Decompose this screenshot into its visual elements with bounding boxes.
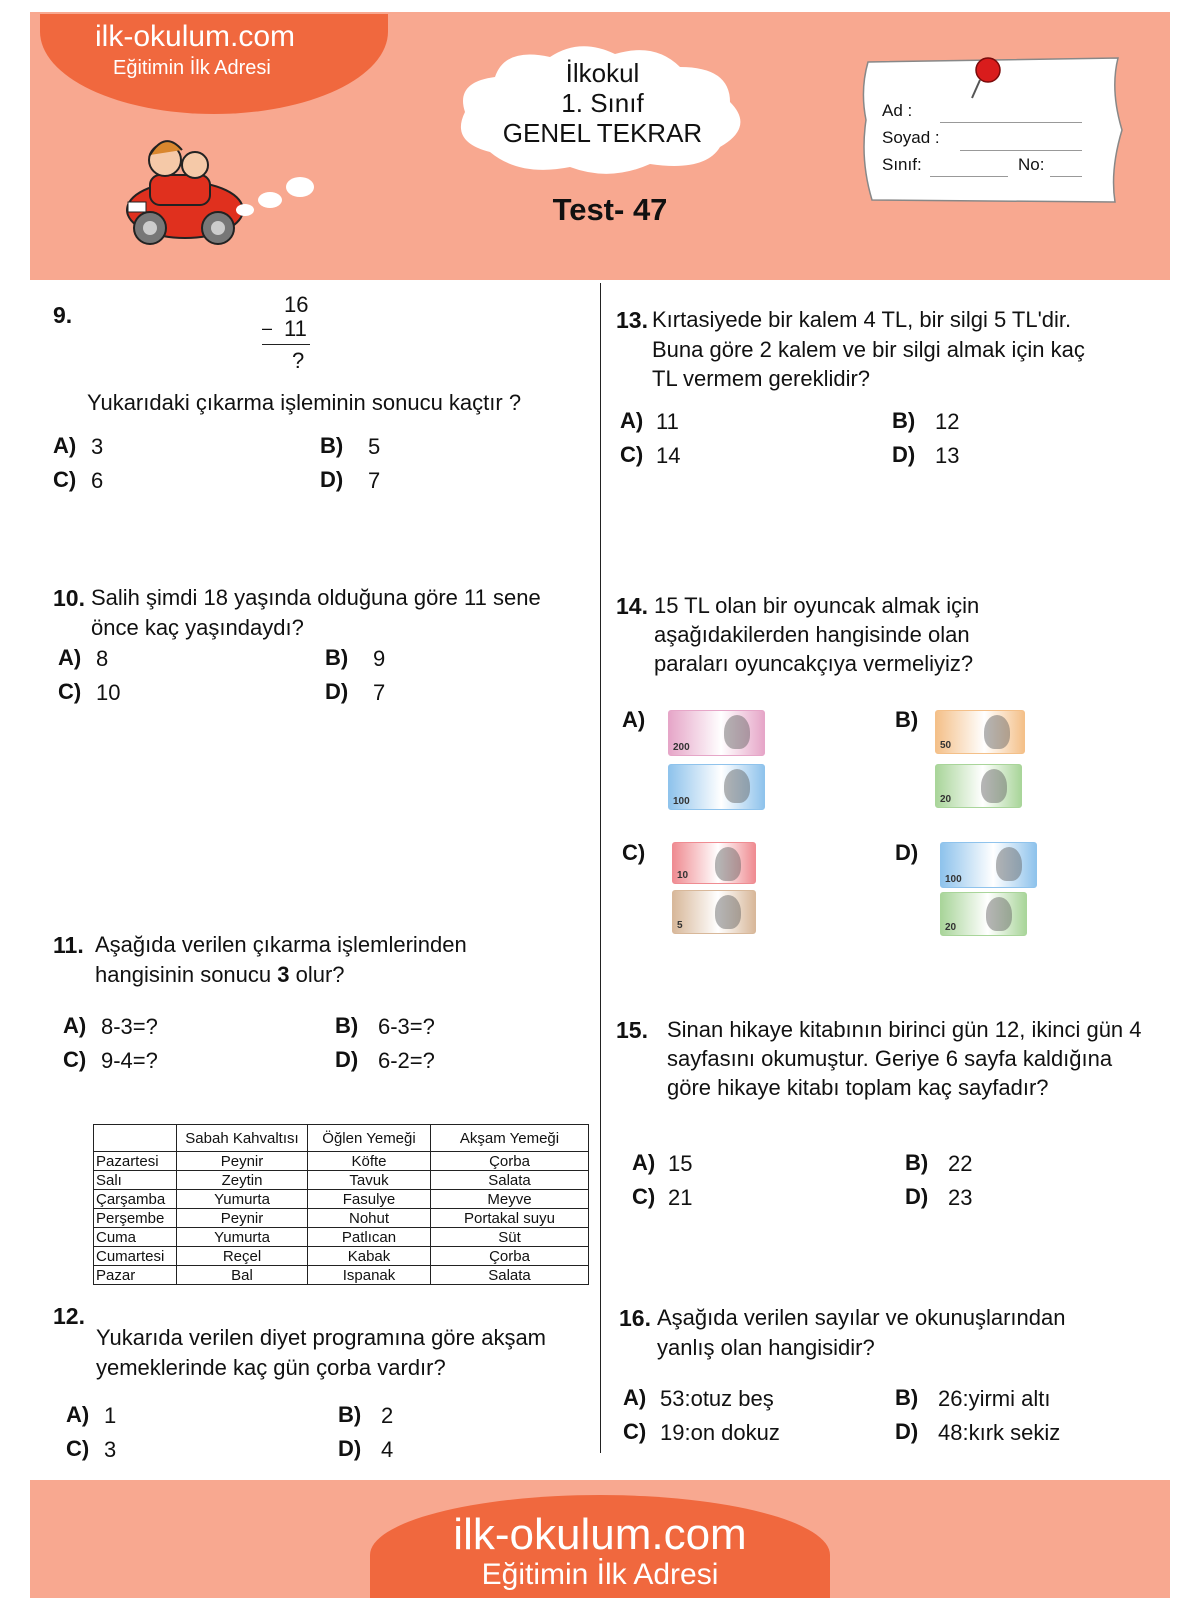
table-cell: Ispanak — [308, 1266, 431, 1285]
table-cell: Köfte — [308, 1152, 431, 1171]
banknote-value: 100 — [673, 796, 690, 807]
banknote-5-icon[interactable] — [672, 890, 756, 934]
surname-label: Soyad : — [882, 128, 940, 147]
q16-option-a-letter[interactable]: A) — [623, 1385, 647, 1410]
q16-number: 16. — [619, 1305, 651, 1331]
q10-number: 10. — [53, 585, 85, 611]
table-cell: Salata — [431, 1266, 589, 1285]
q10-text-line1: Salih şimdi 18 yaşında olduğuna göre 11 sene — [91, 585, 541, 610]
cloud-line-grade: 1. Sınıf — [561, 88, 644, 118]
q9-option-c-letter[interactable]: C) — [53, 467, 77, 492]
q14-text-line2: aşağıdakilerden hangisinde olan — [654, 622, 970, 647]
q14-option-c-letter[interactable]: C) — [622, 840, 646, 865]
q12-option-c[interactable]: 3 — [104, 1437, 117, 1462]
table-row — [94, 1152, 589, 1171]
banknote-value: 200 — [673, 742, 690, 753]
table-header-dinner: Akşam Yemeği — [431, 1125, 589, 1152]
q10-option-a-letter[interactable]: A) — [58, 645, 82, 670]
thought-bubbles-icon — [230, 155, 460, 225]
q14-option-b-letter[interactable]: B) — [895, 707, 919, 732]
table-row — [94, 1190, 589, 1209]
q14-option-d-letter[interactable]: D) — [895, 840, 919, 865]
table-cell: Yumurta — [177, 1190, 308, 1209]
q12-option-a-letter[interactable]: A) — [66, 1402, 90, 1427]
banknote-value: 100 — [945, 874, 962, 885]
banknote-20-icon[interactable] — [935, 764, 1022, 808]
banknote-value: 50 — [940, 740, 952, 751]
table-header-lunch: Öğlen Yemeği — [308, 1125, 431, 1152]
portrait-icon — [724, 715, 750, 749]
table-cell: Peynir — [177, 1152, 308, 1171]
q10-text-line2: önce kaç yaşındaydı? — [91, 615, 304, 640]
q12-number: 12. — [53, 1303, 85, 1329]
q12-option-b[interactable]: 2 — [381, 1403, 394, 1428]
q16-option-c-letter[interactable]: C) — [623, 1419, 647, 1444]
number-label: No: — [1018, 155, 1045, 174]
q14-number: 14. — [616, 593, 648, 619]
q16-text-line1: Aşağıda verilen sayılar ve okunuşlarından — [657, 1305, 1066, 1330]
table-cell: Çorba — [431, 1152, 589, 1171]
q9-option-a-letter[interactable]: A) — [53, 433, 77, 458]
q9-option-a[interactable]: 3 — [91, 434, 104, 459]
q9-subtrahend: 11 — [284, 316, 307, 341]
q16-text-line2: yanlış olan hangisidir? — [657, 1335, 875, 1360]
table-cell: Nohut — [308, 1209, 431, 1228]
banknote-value: 20 — [945, 922, 957, 933]
banknote-50-icon[interactable] — [935, 710, 1025, 754]
q9-option-d[interactable]: 7 — [368, 468, 381, 493]
q11-option-b[interactable]: 6-3=? — [378, 1014, 435, 1039]
table-cell: Cumartesi — [94, 1247, 177, 1266]
footer-site-name[interactable]: ilk-okulum.com — [453, 1510, 747, 1559]
table-row — [94, 1266, 589, 1285]
q10-option-b-letter[interactable]: B) — [325, 645, 349, 670]
banknote-20-icon[interactable] — [940, 892, 1027, 936]
table-cell: Pazar — [94, 1266, 177, 1285]
q11-option-d-letter[interactable]: D) — [335, 1047, 359, 1072]
q15-option-b-letter[interactable]: B) — [905, 1150, 929, 1175]
q13-option-c-letter[interactable]: C) — [620, 442, 644, 467]
portrait-icon — [996, 847, 1022, 881]
banknote-10-icon[interactable] — [672, 842, 756, 884]
table-row — [94, 1247, 589, 1266]
table-cell: Çarşamba — [94, 1190, 177, 1209]
table-row — [94, 1228, 589, 1247]
table-cell: Meyve — [431, 1190, 589, 1209]
table-cell: Zeytin — [177, 1171, 308, 1190]
q9-option-b[interactable]: 5 — [368, 434, 381, 459]
q13-option-d[interactable]: 13 — [935, 443, 960, 468]
class-field[interactable] — [930, 176, 1008, 177]
test-title: Test- 47 — [552, 192, 668, 227]
table-cell: Yumurta — [177, 1228, 308, 1247]
q14-option-a-letter[interactable]: A) — [622, 707, 646, 732]
banknote-value: 10 — [677, 870, 689, 881]
table-row — [94, 1209, 589, 1228]
q14-text-line3: paraları oyuncakçıya vermeliyiz? — [654, 651, 974, 676]
q13-option-b-letter[interactable]: B) — [892, 408, 916, 433]
q16-option-d[interactable]: 48:kırk sekiz — [938, 1420, 1061, 1445]
q12-option-a[interactable]: 1 — [104, 1403, 117, 1428]
q11-option-c[interactable]: 9-4=? — [101, 1048, 158, 1073]
q15-option-c[interactable]: 21 — [668, 1185, 693, 1210]
q15-option-c-letter[interactable]: C) — [632, 1184, 656, 1209]
q15-option-b[interactable]: 22 — [948, 1151, 973, 1176]
q12-option-b-letter[interactable]: B) — [338, 1402, 362, 1427]
name-field[interactable] — [940, 122, 1082, 123]
surname-field[interactable] — [960, 150, 1082, 151]
table-cell: Salata — [431, 1171, 589, 1190]
portrait-icon — [986, 897, 1012, 931]
footer-site-tagline: Eğitimin İlk Adresi — [481, 1558, 719, 1591]
q13-option-b[interactable]: 12 — [935, 409, 960, 434]
q13-text-line1: Kırtasiyede bir kalem 4 TL, bir silgi 5 TL'dir. — [652, 307, 1072, 332]
q15-text-line2: sayfasını okumuştur. Geriye 6 sayfa kaldığına — [667, 1046, 1113, 1071]
q13-option-c[interactable]: 14 — [656, 443, 681, 468]
q9-rule — [262, 344, 310, 345]
table-cell: Patlıcan — [308, 1228, 431, 1247]
q9-minus-sign: – — [262, 318, 273, 338]
q12-option-d[interactable]: 4 — [381, 1437, 394, 1462]
portrait-icon — [715, 895, 741, 929]
table-header-row — [94, 1125, 589, 1152]
q16-option-b[interactable]: 26:yirmi altı — [938, 1386, 1051, 1411]
class-label: Sınıf: — [882, 155, 922, 174]
table-cell: Reçel — [177, 1247, 308, 1266]
q12-text-line2: yemeklerinde kaç gün çorba vardır? — [96, 1355, 446, 1380]
q13-option-a-letter[interactable]: A) — [620, 408, 644, 433]
q10-option-a[interactable]: 8 — [96, 646, 109, 671]
cloud-line-topic: GENEL TEKRAR — [502, 118, 703, 148]
table-cell: Perşembe — [94, 1209, 177, 1228]
table-cell: Portakal suyu — [431, 1209, 589, 1228]
q13-text-line2: Buna göre 2 kalem ve bir silgi almak için kaç — [652, 337, 1085, 362]
q11-text-line2: hangisinin sonucu 3 olur? — [95, 962, 345, 987]
table-cell: Kabak — [308, 1247, 431, 1266]
site-name: ilk-okulum.com — [95, 20, 296, 53]
q12-option-c-letter[interactable]: C) — [66, 1436, 90, 1461]
q12-text-line1: Yukarıda verilen diyet programına göre akşam — [96, 1325, 547, 1350]
q11-option-a-letter[interactable]: A) — [63, 1013, 87, 1038]
site-tagline: Eğitimin İlk Adresi — [113, 57, 271, 79]
q9-number: 9. — [53, 302, 73, 328]
table-cell: Çorba — [431, 1247, 589, 1266]
q15-text-line3: göre hikaye kitabı toplam kaç sayfadır? — [667, 1075, 1049, 1100]
q11-option-a[interactable]: 8-3=? — [101, 1014, 158, 1039]
table-header-day — [94, 1125, 177, 1152]
portrait-icon — [984, 715, 1010, 749]
banknote-100-icon[interactable] — [668, 764, 765, 810]
q10-option-d[interactable]: 7 — [373, 680, 386, 705]
q9-option-b-letter[interactable]: B) — [320, 433, 344, 458]
q12-option-d-letter[interactable]: D) — [338, 1436, 362, 1461]
table-cell: Fasulye — [308, 1190, 431, 1209]
portrait-icon — [981, 769, 1007, 803]
q13-number: 13. — [616, 307, 648, 333]
q13-text-line3: TL vermem gereklidir? — [652, 366, 871, 391]
q14-text-line1: 15 TL olan bir oyuncak almak için — [654, 593, 980, 618]
table-row — [94, 1171, 589, 1190]
q10-option-b[interactable]: 9 — [373, 646, 386, 671]
q11-option-c-letter[interactable]: C) — [63, 1047, 87, 1072]
q10-option-d-letter[interactable]: D) — [325, 679, 349, 704]
q11-option-d[interactable]: 6-2=? — [378, 1048, 435, 1073]
q10-option-c[interactable]: 10 — [96, 680, 121, 705]
q16-option-b-letter[interactable]: B) — [895, 1385, 919, 1410]
q11-text-line1: Aşağıda verilen çıkarma işlemlerinden — [95, 932, 467, 957]
q16-option-c[interactable]: 19:on dokuz — [660, 1420, 780, 1445]
q11-option-b-letter[interactable]: B) — [335, 1013, 359, 1038]
table-cell: Pazartesi — [94, 1152, 177, 1171]
q10-option-c-letter[interactable]: C) — [58, 679, 82, 704]
table-cell: Süt — [431, 1228, 589, 1247]
banknote-value: 20 — [940, 794, 952, 805]
q11-highlight-number: 3 — [277, 962, 290, 987]
number-field[interactable] — [1050, 176, 1082, 177]
q15-number: 15. — [616, 1017, 648, 1043]
q15-option-d-letter[interactable]: D) — [905, 1184, 929, 1209]
column-divider — [600, 283, 601, 1453]
q13-option-d-letter[interactable]: D) — [892, 442, 916, 467]
table-cell: Cuma — [94, 1228, 177, 1247]
table-cell: Peynir — [177, 1209, 308, 1228]
q15-option-a[interactable]: 15 — [668, 1151, 693, 1176]
q16-option-a[interactable]: 53:otuz beş — [660, 1386, 774, 1411]
diet-table — [93, 1124, 589, 1285]
q9-text: Yukarıdaki çıkarma işleminin sonucu kaçtır ? — [87, 390, 522, 415]
table-cell: Salı — [94, 1171, 177, 1190]
portrait-icon — [715, 847, 741, 881]
banknote-100-icon[interactable] — [940, 842, 1037, 888]
q15-option-a-letter[interactable]: A) — [632, 1150, 656, 1175]
portrait-icon — [724, 769, 750, 803]
q11-number: 11. — [53, 932, 84, 958]
table-cell: Bal — [177, 1266, 308, 1285]
q9-result: ? — [292, 348, 305, 373]
q16-option-d-letter[interactable]: D) — [895, 1419, 919, 1444]
q9-option-d-letter[interactable]: D) — [320, 467, 344, 492]
q13-option-a[interactable]: 11 — [656, 409, 679, 434]
table-cell: Tavuk — [308, 1171, 431, 1190]
name-label: Ad : — [882, 101, 913, 120]
table-header-breakfast: Sabah Kahvaltısı — [177, 1125, 308, 1152]
q15-option-d[interactable]: 23 — [948, 1185, 973, 1210]
banknote-value: 5 — [677, 920, 683, 931]
cloud-line-school: İlkokul — [565, 58, 640, 88]
q9-option-c[interactable]: 6 — [91, 468, 104, 493]
banknote-200-icon[interactable] — [668, 710, 765, 756]
q9-minuend: 16 — [284, 292, 309, 317]
q15-text-line1: Sinan hikaye kitabının birinci gün 12, ikinci gün 4 — [667, 1017, 1142, 1042]
